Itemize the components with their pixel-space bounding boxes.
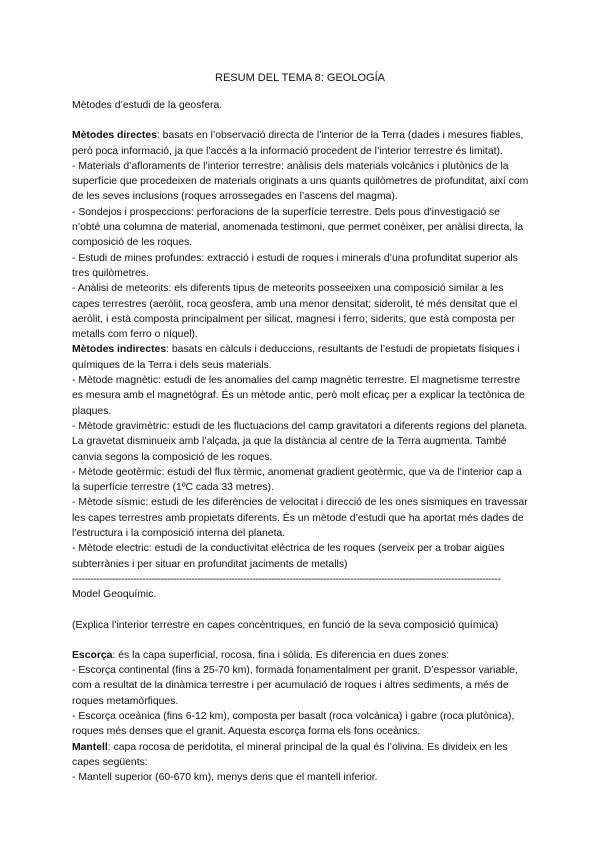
spacer	[72, 603, 530, 618]
list-item: - Sondejos i prospeccions: perforacions de la superfície terrestre. Dels pous d’investigació se n’obté una columna de material, anomenada testimoni, que permet conèixer, per anàlisi directa, la composició de les roques.	[72, 206, 524, 249]
model-note: (Explica l’interior terrestre en capes concèntriques, en funció de la seva composició química)	[72, 619, 499, 631]
mantell-heading: Mantell	[72, 741, 108, 753]
mantell-text: : capa rocosa de peridotita, el mineral principal de la qual és l’olivina. Es divideix en les capes següents:	[72, 741, 508, 768]
separator-line: --------------------------------------------------------------------------------------------------------------------------------------------	[72, 573, 501, 585]
spacer	[72, 633, 530, 648]
indirectes-text: : basats en càlculs i deduccions, resultants de l’estudi de propietats físiques i químiques de la Terra i dels seus materials.	[72, 344, 520, 371]
model-title: Model Geoquímic.	[72, 589, 157, 601]
list-item: - Materials d’afloraments de l’interior terrestre: anàlisis dels materials volcànics i plutònics de la superfície que procedeixen de materials originats a uns quants quilòmetres de profunditat, així com de les seves inclusions (roques arrossegades en l’ascens del magma).	[72, 160, 529, 203]
list-item: - Escorça continental (fins a 25-70 km), formada fonamentalment per granit. D’espessor variable, com a resultat de la dinàmica terrestre i per acumulació de roques i altres sediments, a més de roques metamòrfiques.	[72, 665, 518, 707]
mantell-paragraph	[72, 740, 530, 771]
list-item: - Escorça oceànica (fins 6-12 km), composta per basalt (roca volcànica) i gabre (roca plutònica), roques més denses que el granit. Aquesta escorça forma els fons oceànics.	[72, 710, 515, 738]
directes-heading: Mètodes directes	[72, 130, 157, 142]
list-item: - Mètode sísmic: estudi de les diferències de velocitat i direcció de les ones sísmiques en travessar les capes terrestres amb propietats diferents. És un mètode d’estudi que ha aportat més dades de l’estructura i la composició interna del planeta.	[72, 497, 528, 540]
document-body	[72, 98, 530, 785]
directes-text: : basats en l’observació directa de l’interior de la Terra (dades i mesures fiables, però poca informació, ja que l’accés a la informació procedent de l’interior terrestre és limitat).	[72, 130, 524, 157]
spacer	[72, 113, 530, 128]
list-item: - Mètode gravimètric: estudi de les fluctuacions del camp gravitatori a diferents regions del planeta. La gravetat disminueix amb l’alçada, ja que la distància al centre de la Terra augmenta. També canvia segons la composició de les roques.	[72, 420, 528, 463]
list-item: - Mètode magnètic: estudi de les anomalies del camp magnètic terrestre. El magnetisme terrestre es mesura amb el magnetògraf. És un mètode antic, però molt eficaç per a explicar la tectònica de plaques.	[72, 375, 525, 417]
indirectes-paragraph	[72, 342, 530, 373]
indirectes-heading: Mètodes indirectes	[72, 344, 167, 356]
list-item: - Anàlisi de meteorits: els diferents tipus de meteorits posseeixen una composició similar a les capes terrestres (aeròlit, roca geosfera, amb una menor densitat; siderolit, té més densitat que el aeròlit, i està composta principalment per silicat, magnesi i ferro; siderits, que està composta per metalls com ferro o níquel).	[72, 283, 518, 341]
list-item: - Mètode geotèrmic: estudi del flux tèrmic, anomenat gradient geotèrmic, que va de l’interior cap a la superfície terrestre (1ºC cada 33 metres).	[72, 466, 522, 494]
list-item: - Mantell superior (60-670 km), menys dens que el mantell inferior.	[72, 772, 378, 784]
list-item: - Estudi de mines profundes: extracció i estudi de roques i minerals d’una profunditat superior als tres quilòmetres.	[72, 252, 518, 279]
escorca-paragraph	[72, 648, 530, 663]
intro-line: Mètodes d’estudi de la geosfera.	[72, 100, 223, 111]
directes-paragraph	[72, 128, 530, 159]
document-title: RESUM DEL TEMA 8: GEOLOGÍA	[215, 72, 385, 84]
escorca-heading: Escorça	[72, 649, 113, 661]
escorca-text: : és la capa superficial, rocosa, fina i sòlida. Es diferencia en dues zones:	[112, 649, 450, 661]
list-item: - Mètode electric: estudi de la conductivitat elèctrica de les roques (serveix per a trobar aigües subterrànies i per situar en profunditat jaciments de metalls)	[72, 543, 505, 570]
